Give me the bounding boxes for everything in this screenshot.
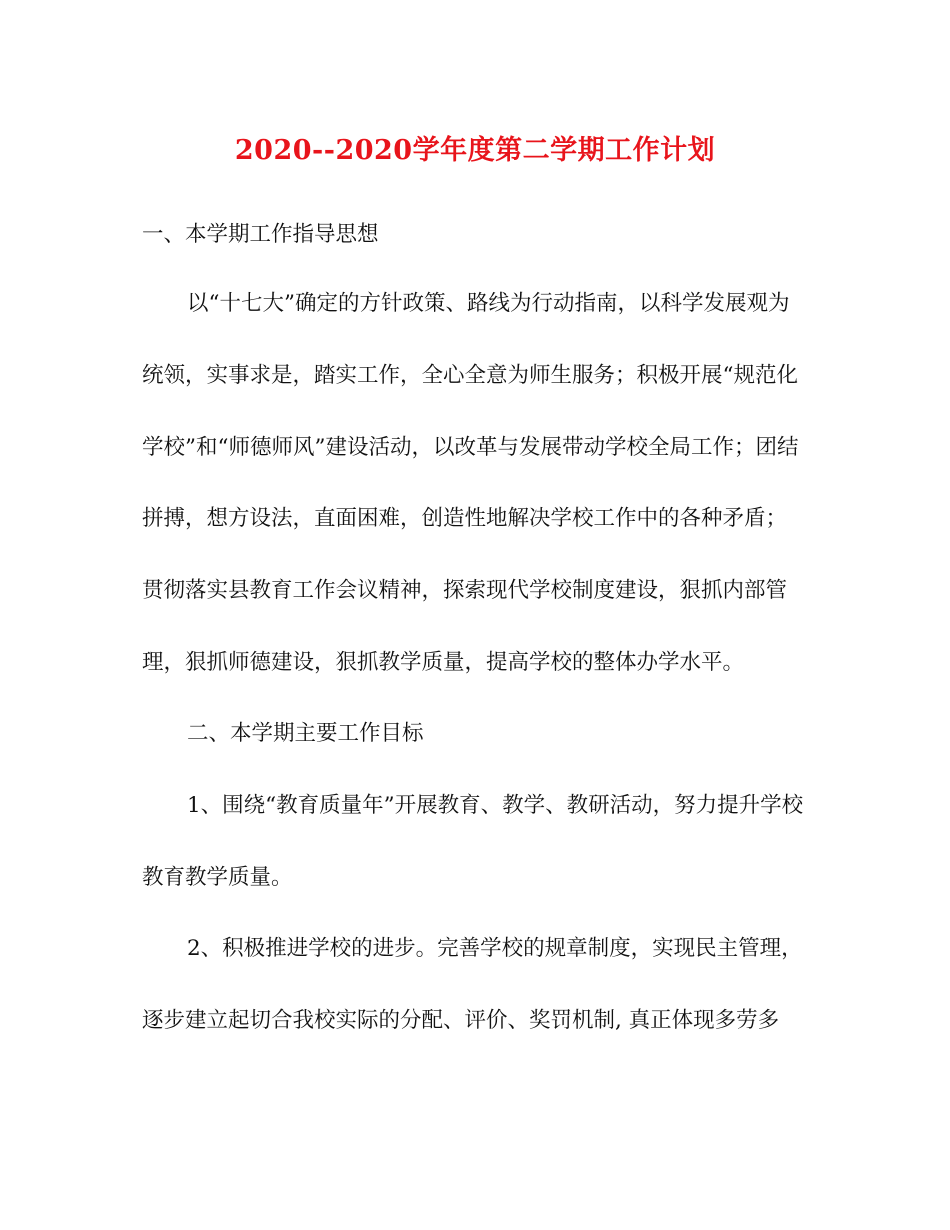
section-heading-1: 一、本学期工作指导思想 [142,222,379,247]
paragraph-line: 理，狠抓师德建设，狠抓教学质量，提高学校的整体办学水平。 [142,650,745,675]
paragraph-line: 统领，实事求是，踏实工作，全心全意为师生服务；积极开展“规范化 [142,363,798,388]
paragraph-line: 贯彻落实县教育工作会议精神，探索现代学校制度建设，狠抓内部管 [142,578,788,603]
paragraph-line: 拼搏，想方设法，直面困难，创造性地解决学校工作中的各种矛盾； [142,506,788,531]
document-title: 2020--2020学年度第二学期工作计划 [234,135,716,166]
section-heading-2: 二、本学期主要工作目标 [187,721,424,746]
paragraph-line: 学校”和“师德师风”建设活动，以改革与发展带动学校全局工作；团结 [142,435,799,460]
paragraph-line: 以“十七大”确定的方针政策、路线为行动指南，以科学发展观为 [187,291,790,316]
paragraph-line: 教育教学质量。 [142,865,293,890]
paragraph-line: 逐步建立起切合我校实际的分配、评价、奖罚机制, 真正体现多劳多 [142,1008,780,1033]
paragraph-line: 2、积极推进学校的进步。完善学校的规章制度，实现民主管理， [187,936,803,961]
paragraph-line: 1、围绕“教育质量年”开展教育、教学、教研活动，努力提升学校 [187,793,804,818]
